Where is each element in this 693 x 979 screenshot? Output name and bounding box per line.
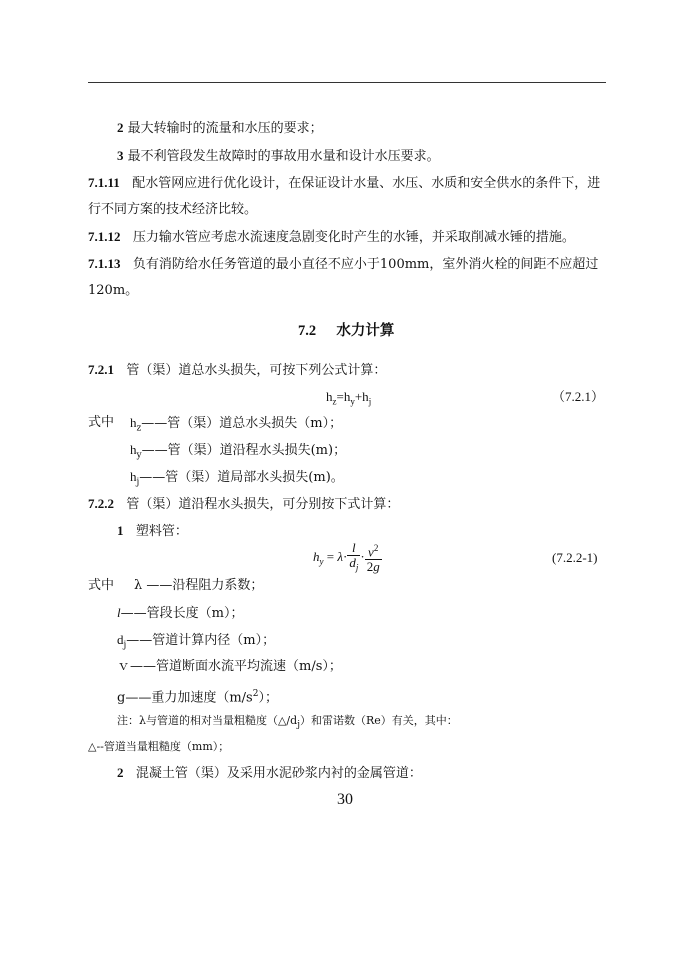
clause-number: 7.2.2 bbox=[88, 496, 114, 511]
clause-text: 配水管网应进行优化设计，在保证设计水量、水压、水质和安全供水的条件下，进 bbox=[132, 176, 601, 191]
header-rule bbox=[88, 82, 606, 83]
clause-number: 7.1.11 bbox=[88, 175, 120, 190]
page-number: 30 bbox=[337, 791, 353, 808]
definition-hj: $h_j——$管（渠）道局部水头损失(m)。 bbox=[130, 469, 344, 488]
clause-text-cont: 行不同方案的技术经济比较。 bbox=[88, 202, 258, 217]
definition-v: ｖ——管道断面水流平均流速（m/s）； bbox=[117, 659, 342, 674]
definition-g: g——重力加速度$(m/s^2)$； bbox=[117, 689, 278, 706]
definition-l: l——管段长度（m）； bbox=[117, 605, 244, 621]
item-text: 塑料管： bbox=[135, 524, 188, 539]
clause-7-2-1 bbox=[88, 360, 386, 381]
item-3-line bbox=[117, 146, 440, 167]
item-text: 混凝土管（渠）及采用水泥砂浆内衬的金属管道： bbox=[135, 766, 422, 781]
clause-7-2-2 bbox=[88, 494, 399, 515]
clause-number: 7.1.12 bbox=[88, 229, 121, 244]
clause-7-1-13-cont bbox=[88, 281, 138, 301]
item-text: 最不利管段发生故障时的事故用水量和设计水压要求。 bbox=[127, 149, 440, 164]
clause-text-cont: 120m。 bbox=[88, 283, 139, 298]
where-label: 式中 bbox=[88, 415, 115, 430]
clause-text: 压力输水管应考虑水流速度急剧变化时产生的水锤，并采取削减水锤的措施。 bbox=[132, 230, 575, 245]
definition-hy: $h_y——$管（渠）道沿程水头损失(m)； bbox=[130, 442, 347, 461]
item-number: 2 bbox=[117, 765, 124, 780]
note-line-2: △--管道当量粗糙度（mm）； bbox=[88, 740, 230, 753]
item-number: 1 bbox=[117, 523, 124, 538]
clause-text: 管（渠）道沿程水头损失，可分别按下式计算： bbox=[126, 497, 400, 512]
clause-7-1-11-cont bbox=[88, 200, 257, 220]
definition-lambda: λ ——沿程阻力系数； bbox=[134, 578, 264, 593]
note-line-1: 注：λ与管道的相对当量粗糙度$(\triangle/d_j)$和雷诺数（Re）有关，其中： bbox=[117, 714, 458, 731]
section-number: 7.2 bbox=[298, 323, 317, 339]
item-1-plastic-pipe bbox=[117, 521, 188, 542]
clause-7-1-11 bbox=[88, 173, 600, 194]
item-2-line bbox=[117, 118, 323, 139]
section-heading bbox=[298, 321, 394, 341]
clause-7-1-12 bbox=[88, 227, 575, 248]
clause-text: 负有消防给水任务管道的最小直径不应小于100mm，室外消火栓的间距不应超过 bbox=[132, 257, 599, 272]
clause-7-1-13 bbox=[88, 254, 598, 275]
equation-7-2-2-1: $h_y = \lambda\cdot$ $\frac{l}{d_j}$ · $\frac{v^2}{2g}$ bbox=[313, 540, 380, 575]
clause-text: 管（渠）道总水头损失，可按下列公式计算： bbox=[126, 363, 387, 378]
item-text: 最大转输时的流量和水压的要求； bbox=[127, 121, 323, 136]
where-label: 式中 bbox=[88, 578, 115, 593]
definition-dj: $d_j——$管道计算内径（m）； bbox=[117, 632, 276, 651]
definition-hz: $h_z——$管（渠）道总水头损失（m）； bbox=[130, 415, 343, 434]
equation-number: （7.2.1） bbox=[552, 389, 605, 404]
section-title: 水力计算 bbox=[336, 322, 395, 339]
item-number: 3 bbox=[117, 148, 124, 163]
equation-7-2-1: $h_z=h_y+h_j$ bbox=[326, 389, 372, 407]
equation-number: (7.2.2-1) bbox=[552, 550, 598, 565]
clause-number: 7.1.13 bbox=[88, 256, 121, 271]
item-number: 2 bbox=[117, 120, 124, 135]
item-2-concrete-pipe bbox=[117, 763, 422, 784]
clause-number: 7.2.1 bbox=[88, 362, 114, 377]
